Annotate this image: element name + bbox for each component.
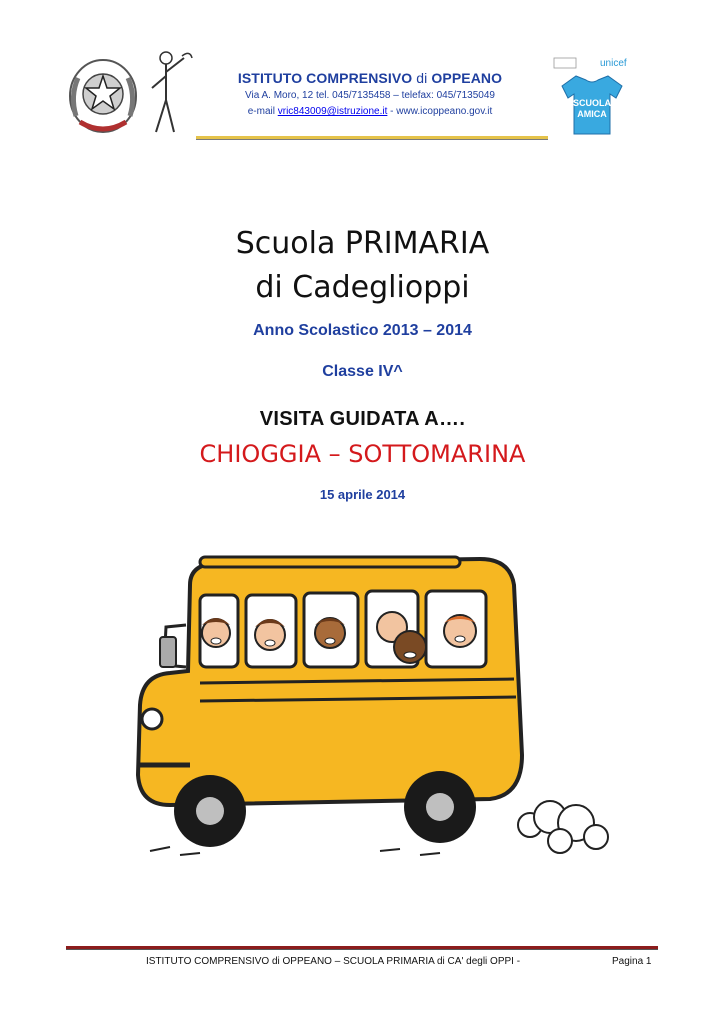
school-year: Anno Scolastico 2013 – 2014 (253, 322, 472, 339)
destination: CHIOGGIA – SOTTOMARINA (199, 440, 526, 468)
institute-di: di (416, 70, 428, 86)
title-line-1: Scuola PRIMARIA (235, 226, 490, 261)
tshirt-text-2: AMICA (577, 109, 607, 119)
page-number: Pagina 1 (612, 956, 652, 967)
institute-town: OPPEANO (431, 70, 503, 86)
tshirt-text-1: SCUOLA (573, 98, 611, 108)
italian-republic-emblem-icon (66, 56, 140, 136)
institute-header (190, 70, 550, 118)
class-label: Classe IV^ (322, 363, 403, 380)
unicef-tshirt-icon (550, 54, 630, 140)
email-link[interactable]: vric843009@istruzione.it (277, 106, 388, 117)
contact-line (190, 105, 550, 118)
institute-name (190, 70, 550, 86)
unicef-label: unicef (600, 58, 627, 69)
header-divider (196, 136, 548, 140)
email-prefix: e-mail (247, 106, 278, 117)
visit-heading: VISITA GUIDATA A…. (259, 408, 466, 430)
school-bus-illustration (130, 555, 620, 870)
footer-text: ISTITUTO COMPRENSIVO di OPPEANO – SCUOLA PRIMARIA di CA' degli OPPI - (146, 956, 521, 967)
footer-divider (66, 946, 658, 950)
waving-figure-icon (144, 48, 194, 136)
institute-prefix: ISTITUTO COMPRENSIVO (237, 70, 413, 86)
visit-date: 15 aprile 2014 (319, 487, 406, 502)
address-line: Via A. Moro, 12 tel. 045/7135458 – telefax: 045/7135049 (244, 90, 495, 101)
title-line-2: di Cadeglioppi (255, 270, 470, 305)
website-text: - www.icoppeano.gov.it (387, 106, 493, 117)
